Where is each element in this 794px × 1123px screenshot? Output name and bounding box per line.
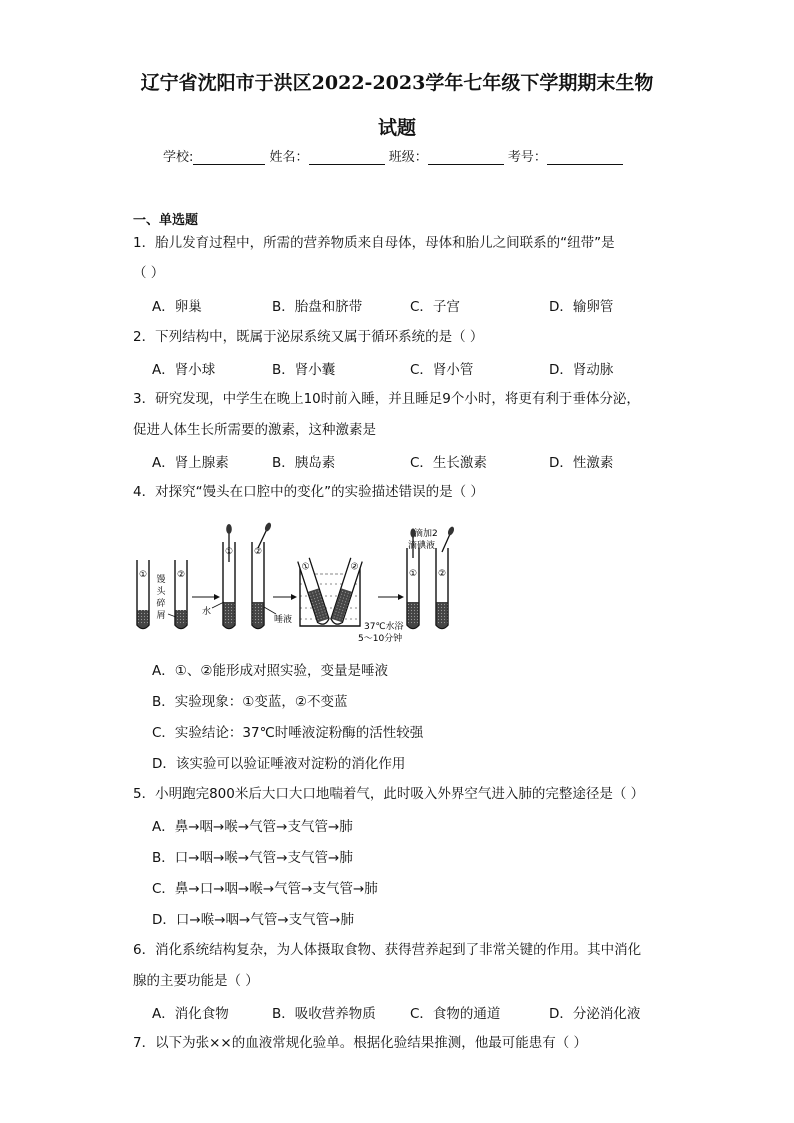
document-title: 辽宁省沈阳市于洪区2022-2023学年七年级下学期期末生物 (140, 72, 654, 94)
question-6-options (0, 1002, 794, 1022)
question-6-stem-cont: 腺的主要功能是（ ） (133, 973, 259, 989)
svg-text:①: ① (224, 547, 234, 557)
option-c[interactable]: C．食物的通道 (410, 1006, 501, 1022)
id-blank[interactable] (547, 150, 623, 165)
question-2-stem: 2．下列结构中，既属于泌尿系统又属于循环系统的是（ ） (133, 329, 484, 345)
question-5-option-d[interactable]: D．口→喉→咽→气管→支气管→肺 (152, 912, 354, 928)
id-label: 考号： (507, 150, 547, 165)
arrow-right-icon (192, 594, 220, 600)
option-c[interactable]: C．子宫 (410, 299, 460, 315)
svg-text:②: ② (348, 561, 360, 574)
option-d[interactable]: D．输卵管 (549, 299, 614, 315)
student-info-line (163, 146, 623, 165)
option-d[interactable]: D．性激素 (549, 455, 614, 471)
name-label: 姓名： (269, 150, 309, 165)
svg-text:①: ① (408, 569, 418, 579)
option-b[interactable]: B．胰岛素 (272, 455, 336, 471)
test-tube-2-final (436, 526, 455, 629)
option-a[interactable]: A．肾上腺素 (152, 455, 229, 471)
svg-text:①: ① (300, 561, 312, 574)
question-3-stem: 3．研究发现，中学生在晚上10时前入睡，并且睡足9个小时，将更有利于垂体分泌， (133, 391, 640, 407)
question-3-stem-cont: 促进人体生长所需要的激素，这种激素是 (133, 422, 376, 438)
question-4-option-d[interactable]: D．该实验可以验证唾液对淀粉的消化作用 (152, 756, 406, 772)
test-tube-1-with-dropper (223, 524, 235, 629)
school-blank[interactable] (193, 150, 265, 165)
option-a[interactable]: A．肾小球 (152, 362, 216, 378)
option-d[interactable]: D．分泌消化液 (549, 1006, 641, 1022)
name-blank[interactable] (309, 150, 385, 165)
svg-text:馒: 馒 (156, 575, 166, 585)
bath-label: 37℃水浴 (364, 622, 404, 632)
question-4-option-c[interactable]: C．实验结论：37℃时唾液淀粉酶的活性较强 (152, 725, 424, 741)
option-c[interactable]: C．肾小管 (410, 362, 474, 378)
question-3-options (0, 451, 794, 471)
saliva-label: 唾液 (274, 615, 293, 625)
arrow-right-icon (378, 594, 404, 600)
question-1-options (0, 295, 794, 315)
option-b[interactable]: B．肾小囊 (272, 362, 336, 378)
experiment-figure (128, 522, 468, 650)
question-2-options (0, 358, 794, 378)
tube-1-label: ① (138, 570, 148, 580)
question-1-stem-cont: （ ） (133, 265, 165, 281)
school-label: 学校: (163, 150, 194, 165)
test-tube-1 (137, 560, 149, 629)
option-c[interactable]: C．生长激素 (410, 455, 487, 471)
question-7-stem: 7．以下为张××的血液常规化验单。根据化验结果推测，他最可能患有（ ） (133, 1035, 588, 1051)
class-label: 班级： (388, 150, 428, 165)
test-tube-2 (175, 560, 187, 629)
option-b[interactable]: B．吸收营养物质 (272, 1006, 376, 1022)
question-1-stem: 1．胎儿发育过程中，所需的营养物质来自母体，母体和胎儿之间联系的“纽带”是 (133, 235, 615, 251)
water-label: 水 (202, 607, 212, 617)
question-5-option-b[interactable]: B．口→咽→喉→气管→支气管→肺 (152, 850, 353, 866)
question-5-option-a[interactable]: A．鼻→咽→喉→气管→支气管→肺 (152, 819, 353, 835)
document-title-line2: 试题 (377, 117, 416, 139)
mantou-label (156, 573, 176, 621)
water-bath-beaker (298, 558, 362, 626)
option-d[interactable]: D．肾动脉 (549, 362, 614, 378)
option-a[interactable]: A．卵巢 (152, 299, 202, 315)
section-title: 一、单选题 (133, 213, 199, 228)
question-5-stem: 5．小明跑完800米后大口大口地喘着气，此时吸入外界空气进入肺的完整途径是（ ） (133, 786, 645, 802)
svg-text:②: ② (253, 547, 263, 557)
svg-text:②: ② (437, 569, 447, 579)
question-6-stem: 6．消化系统结构复杂，为人体摄取食物、获得营养起到了非常关键的作用。其中消化 (133, 942, 642, 958)
question-4-option-b[interactable]: B．实验现象：①变蓝，②不变蓝 (152, 694, 348, 710)
question-4-option-a[interactable]: A．①、②能形成对照实验，变量是唾液 (152, 663, 388, 679)
svg-text:屑: 屑 (156, 611, 166, 621)
option-a[interactable]: A．消化食物 (152, 1006, 229, 1022)
tube-2-label: ② (176, 570, 186, 580)
iodine-label: 滴加2 (414, 529, 438, 539)
iodine-label-2: 滴碘液 (408, 541, 436, 551)
arrow-right-icon (273, 594, 297, 600)
option-b[interactable]: B．胎盘和脐带 (272, 299, 363, 315)
bath-time-label: 5～10分钟 (358, 634, 403, 644)
svg-text:碎: 碎 (156, 599, 166, 609)
question-4-stem: 4．对探究“馒头在口腔中的变化”的实验描述错误的是（ ） (133, 484, 484, 500)
class-blank[interactable] (428, 150, 504, 165)
question-5-option-c[interactable]: C．鼻→口→咽→喉→气管→支气管→肺 (152, 881, 378, 897)
test-tube-2-with-dropper (252, 522, 272, 629)
svg-text:头: 头 (156, 587, 166, 597)
